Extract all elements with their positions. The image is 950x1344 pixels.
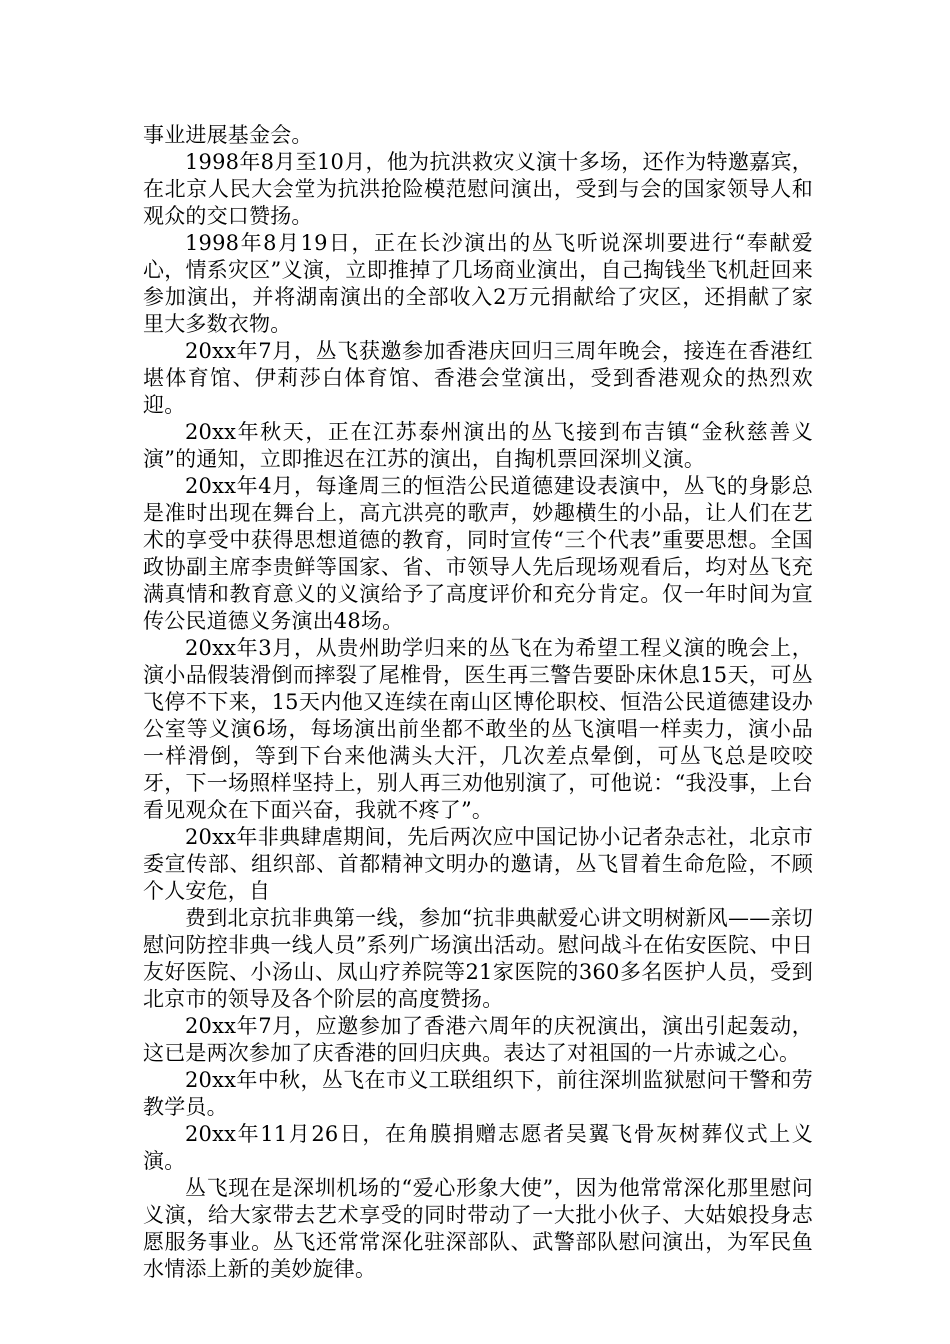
- paragraph-hongkong-anniversary: 20xx年7月，丛飞获邀参加香港庆回归三周年晚会，接连在香港红堪体育馆、伊莉莎白体育馆、香港会堂演出，受到香港观众的热烈欢迎。: [143, 339, 813, 417]
- paragraph-1998-disaster-charity: 1998年8月19日，正在长沙演出的丛飞听说深圳要进行“奉献爱心，情系灾区”义演，立即推掉了几场商业演出，自己掏钱坐飞机赶回来参加演出，并将湖南演出的全部收入2万元捐献给了灾区，还捐献了家里大多数衣物。: [143, 231, 813, 336]
- document-body: [143, 122, 813, 1283]
- paragraph-1998-flood-relief: 1998年8月至10月，他为抗洪救灾义演十多场，还作为特邀嘉宾，在北京人民大会堂为抗洪抢险模范慰问演出，受到与会的国家领导人和观众的交口赞扬。: [143, 150, 813, 228]
- paragraph-foundation: 事业进展基金会。: [143, 123, 313, 147]
- paragraph-cornea-donor: 20xx年11月26日，在角膜捐赠志愿者吴翼飞骨灰树葬仪式上义演。: [143, 1122, 813, 1173]
- paragraph-moral-performance: 20xx年4月，每逢周三的恒浩公民道德建设表演中，丛飞的身影总是准时出现在舞台上，高亢洪亮的歌声，妙趣横生的小品，让人们在艺术的享受中获得思想道德的教育，同时宣传“三个代表”重要思想。全国政协副主席李贵鲜等国家、省、市领导人先后现场观看后，均对丛飞充满真情和教育意义的义演给予了高度评价和充分肯定。仅一年时间为宣传公民道德义务演出48场。: [143, 474, 813, 633]
- paragraph-mid-autumn: 20xx年中秋，丛飞在市义工联组织下，前往深圳监狱慰问干警和劳教学员。: [143, 1068, 813, 1119]
- paragraph-sars-frontline: 费到北京抗非典第一线，参加“抗非典献爱心讲文明树新风——亲切慰问防控非典一线人员”系列广场演出活动。慰问战斗在佑安医院、中日友好医院、小汤山、凤山疗养院等21家医院的360多名医护人员，受到北京市的领导及各个阶层的高度赞扬。: [143, 906, 813, 1011]
- paragraph-airport-ambassador: 丛飞现在是深圳机场的“爱心形象大使”，因为他常常深化那里慰问义演，给大家带去艺术享受的同时带动了一大批小伙子、大姑娘投身志愿服务事业。丛飞还常常深化驻深部队、武警部队慰问演出，为军民鱼水情添上新的美妙旋律。: [143, 1176, 813, 1281]
- paragraph-autumn-charity: 20xx年秋天，正在江苏泰州演出的丛飞接到布吉镇“金秋慈善义演”的通知，立即推迟在江苏的演出，自掏机票回深圳义演。: [143, 420, 813, 471]
- paragraph-hongkong-sixth: 20xx年7月，应邀参加了香港六周年的庆祝演出，演出引起轰动，这已是两次参加了庆香港的回归庆典。表达了对祖国的一片赤诚之心。: [143, 1014, 813, 1065]
- paragraph-sars-period: 20xx年非典肆虐期间，先后两次应中国记协小记者杂志社，北京市委宣传部、组织部、首都精神文明办的邀请，丛飞冒着生命危险，不顾个人安危，自: [143, 825, 813, 903]
- paragraph-injury-performance: 20xx年3月，从贵州助学归来的丛飞在为希望工程义演的晚会上，演小品假装滑倒而摔裂了尾椎骨，医生再三警告要卧床休息15天，可丛飞停不下来，15天内他又连续在南山区博伦职校、恒浩公民道德建设办公室等义演6场，每场演出前坐都不敢坐的丛飞演唱一样卖力，演小品一样滑倒，等到下台来他满头大汗，几次差点晕倒，可丛飞总是咬咬牙，下一场照样坚持上，别人再三劝他别演了，可他说：“我没事，上台看见观众在下面兴奋，我就不疼了”。: [143, 636, 813, 822]
